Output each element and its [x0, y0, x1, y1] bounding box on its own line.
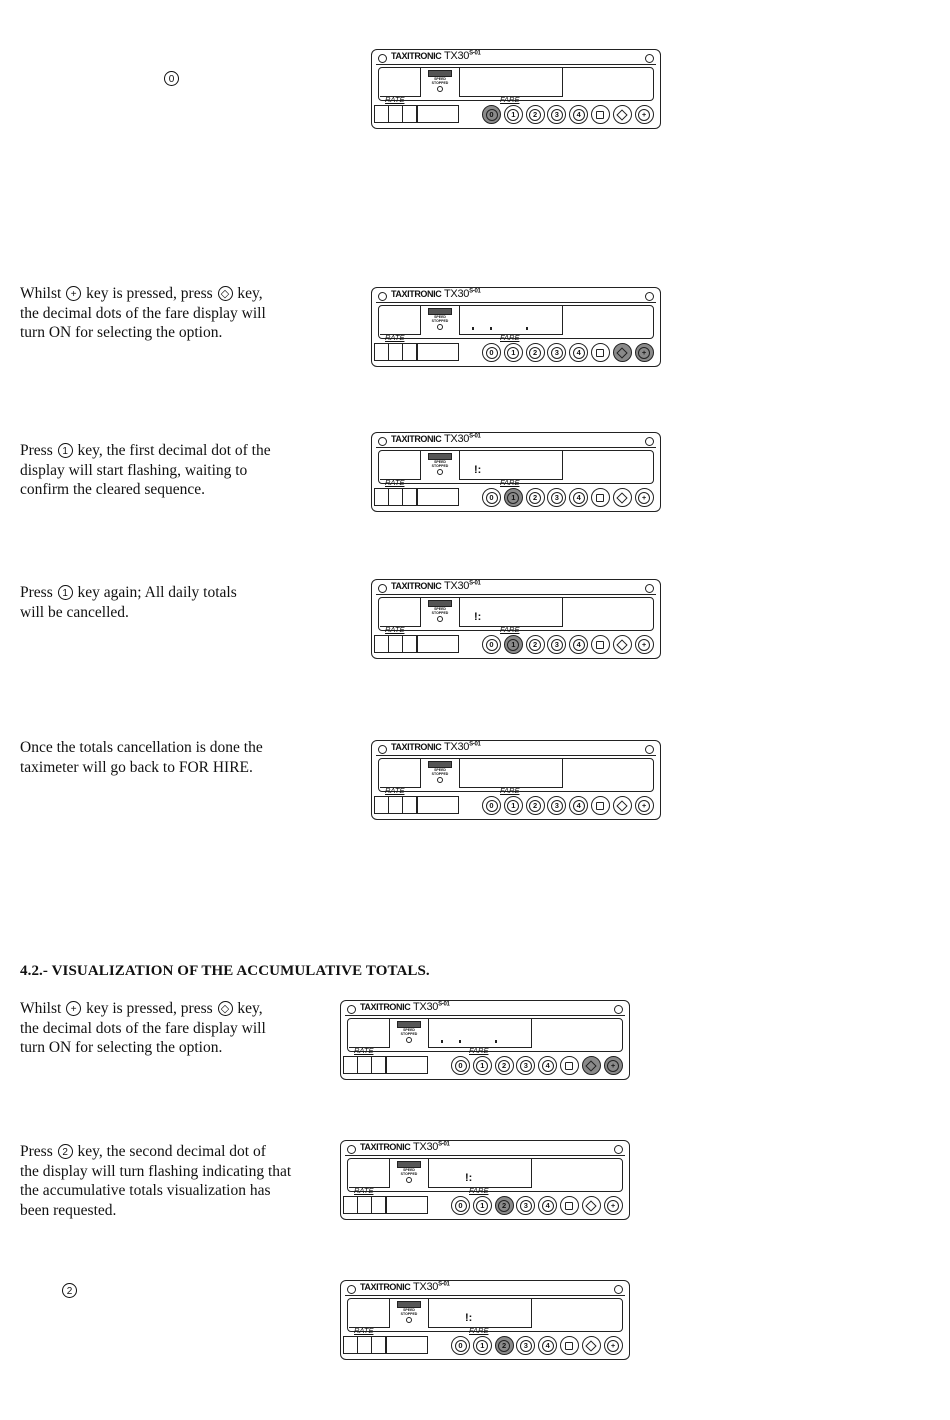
four-key-button[interactable] [569, 488, 588, 507]
zero-key-icon: 0 [486, 800, 498, 812]
diamond-key-icon [617, 800, 628, 811]
three-key-button[interactable] [547, 105, 566, 124]
taximeter-6 [340, 1140, 630, 1220]
screw-hole-icon [378, 292, 387, 301]
brand-label: TAXITRONIC [391, 289, 442, 299]
clock-icon [437, 324, 443, 330]
taximeter-4 [371, 740, 661, 820]
plus-key-button[interactable] [635, 635, 654, 654]
step-first-dot: Press 1 key, the first decimal dot of the display will start flashing, waiting to confirm the cleared sequence. [20, 442, 271, 498]
zero-key-button[interactable] [451, 1056, 470, 1075]
display-panel [347, 1158, 623, 1195]
one-key-button[interactable] [473, 1336, 492, 1355]
status-indicator: SPEED STOPPED [427, 308, 453, 330]
one-key-icon: 1 [507, 800, 519, 812]
diamond-key-button[interactable] [613, 343, 632, 362]
section-heading: 4.2.- VISUALIZATION OF THE ACCUMULATIVE TOTALS. [20, 963, 430, 979]
one-key-icon: 1 [58, 585, 73, 600]
status-indicator: SPEED STOPPED [396, 1301, 422, 1323]
decimal-dot [526, 327, 528, 330]
plus-key-button[interactable] [604, 1336, 623, 1355]
one-key-button[interactable] [504, 635, 523, 654]
fare-display [428, 1159, 532, 1188]
square-key-button[interactable] [591, 488, 610, 507]
fare-display [459, 68, 563, 97]
step-select-option: Whilst + key is pressed, press ◇ key, the decimal dots of the fare display will turn ON for selecting the option. [20, 285, 266, 341]
extra-display-group [374, 343, 459, 361]
two-key-icon: 2 [62, 1283, 77, 1298]
step-select-option-2: Whilst + key is pressed, press ◇ key, the decimal dots of the fare display will turn ON for selecting the option. [20, 1000, 266, 1056]
two-key-button[interactable] [526, 105, 545, 124]
clock-icon [437, 777, 443, 783]
zero-key-icon: 0 [164, 71, 179, 86]
one-key-icon: 1 [507, 109, 519, 121]
two-key-icon: 2 [498, 1060, 510, 1072]
square-key-button[interactable] [591, 105, 610, 124]
taximeter-3 [371, 579, 661, 659]
flashing-dot: !: [465, 1172, 473, 1184]
screw-hole-icon [378, 437, 387, 446]
brand-label: TAXITRONIC [391, 742, 442, 752]
one-key-icon: 1 [476, 1060, 488, 1072]
zero-key-button[interactable] [482, 105, 501, 124]
clock-icon [406, 1037, 412, 1043]
three-key-icon: 3 [520, 1200, 532, 1212]
screw-hole-icon [378, 54, 387, 63]
square-key-button[interactable] [560, 1056, 579, 1075]
two-key-icon: 2 [529, 492, 541, 504]
one-key-button[interactable] [504, 488, 523, 507]
one-key-icon: 1 [476, 1340, 488, 1352]
taximeter-2 [371, 432, 661, 512]
status-indicator: SPEED STOPPED [396, 1021, 422, 1043]
rate-display [349, 1159, 390, 1188]
brand-label: TAXITRONIC [391, 51, 442, 61]
square-key-icon [596, 641, 604, 649]
diamond-key-icon [586, 1060, 597, 1071]
rate-display [349, 1019, 390, 1048]
rate-label: RATE [385, 478, 405, 487]
zero-key-icon: 0 [486, 347, 498, 359]
fare-label: FARE [500, 786, 520, 795]
status-indicator: SPEED STOPPED [427, 761, 453, 783]
three-key-button[interactable] [516, 1196, 535, 1215]
rate-display [349, 1299, 390, 1328]
two-key-icon: 2 [529, 347, 541, 359]
two-key-button[interactable] [526, 635, 545, 654]
four-key-icon: 4 [542, 1340, 554, 1352]
square-key-button[interactable] [591, 343, 610, 362]
model-label: $TX30^{S-01}$ [413, 1001, 450, 1013]
for-hire-lamp [397, 1301, 421, 1308]
fare-display [459, 451, 563, 480]
keypad [482, 635, 656, 654]
rate-display [380, 598, 421, 627]
status-indicator: SPEED STOPPED [427, 70, 453, 92]
plus-key-icon: + [66, 286, 81, 301]
keypad [482, 105, 656, 124]
plus-key-icon: + [638, 492, 650, 504]
fare-label: FARE [500, 333, 520, 342]
screw-hole-icon [645, 54, 654, 63]
two-key-icon: 2 [529, 109, 541, 121]
plus-key-icon: + [638, 639, 650, 651]
two-key-icon: 2 [58, 1144, 73, 1159]
square-key-button[interactable] [591, 796, 610, 815]
three-key-icon: 3 [551, 347, 563, 359]
display-panel [378, 597, 654, 634]
square-key-icon [596, 111, 604, 119]
diamond-key-icon [617, 109, 628, 120]
model-label: $TX30^{S-01}$ [444, 580, 481, 592]
diamond-key-icon: ◇ [218, 286, 233, 301]
zero-key-icon: 0 [455, 1060, 467, 1072]
diamond-key-icon [617, 492, 628, 503]
one-key-icon: 1 [58, 443, 73, 458]
for-hire-lamp [397, 1161, 421, 1168]
four-key-icon: 4 [542, 1060, 554, 1072]
extra-display-group [343, 1336, 428, 1354]
three-key-button[interactable] [547, 635, 566, 654]
two-key-button[interactable] [495, 1196, 514, 1215]
rate-label: RATE [385, 786, 405, 795]
brand-label: TAXITRONIC [391, 434, 442, 444]
square-key-icon [596, 494, 604, 502]
taximeter-1 [371, 287, 661, 367]
rate-label: RATE [354, 1326, 374, 1335]
extra-display-group [343, 1056, 428, 1074]
model-label: $TX30^{S-01}$ [444, 288, 481, 300]
keypad [451, 1336, 625, 1355]
screw-hole-icon [347, 1005, 356, 1014]
two-key-icon: 2 [498, 1340, 510, 1352]
diamond-key-button[interactable] [613, 488, 632, 507]
status-indicator: SPEED STOPPED [427, 453, 453, 475]
three-key-button[interactable] [516, 1336, 535, 1355]
one-key-icon: 1 [476, 1200, 488, 1212]
keypad [482, 488, 656, 507]
three-key-icon: 3 [520, 1060, 532, 1072]
keypad [451, 1056, 625, 1075]
for-hire-lamp [428, 453, 452, 460]
one-key-button[interactable] [473, 1056, 492, 1075]
four-key-button[interactable] [569, 635, 588, 654]
fare-label: FARE [500, 478, 520, 487]
screw-hole-icon [614, 1145, 623, 1154]
four-key-icon: 4 [573, 109, 585, 121]
plus-key-icon: + [607, 1340, 619, 1352]
status-indicator: SPEED STOPPED [427, 600, 453, 622]
plus-key-button[interactable] [604, 1196, 623, 1215]
fare-display [428, 1019, 532, 1048]
two-key-icon: 2 [498, 1200, 510, 1212]
rate-display [380, 68, 421, 97]
brand-label: TAXITRONIC [391, 581, 442, 591]
three-key-button[interactable] [516, 1056, 535, 1075]
plus-key-button[interactable] [635, 488, 654, 507]
zero-key-button[interactable] [482, 635, 501, 654]
plus-key-icon: + [638, 109, 650, 121]
rate-label: RATE [385, 625, 405, 634]
screw-hole-icon [347, 1145, 356, 1154]
taximeter-5 [340, 1000, 630, 1080]
clock-icon [406, 1317, 412, 1323]
model-label: $TX30^{S-01}$ [413, 1141, 450, 1153]
two-key-button[interactable] [526, 488, 545, 507]
one-key-icon: 1 [507, 639, 519, 651]
keypad [451, 1196, 625, 1215]
flashing-dot: !: [474, 611, 482, 623]
display-panel [378, 305, 654, 342]
screw-hole-icon [645, 292, 654, 301]
four-key-button[interactable] [569, 343, 588, 362]
zero-key-button[interactable] [482, 488, 501, 507]
extra-display-group [374, 796, 459, 814]
key-two-glyph [61, 1282, 78, 1300]
display-panel [378, 67, 654, 104]
four-key-icon: 4 [542, 1200, 554, 1212]
square-key-button[interactable] [560, 1196, 579, 1215]
rate-label: RATE [354, 1186, 374, 1195]
one-key-button[interactable] [504, 796, 523, 815]
rate-display [380, 759, 421, 788]
square-key-icon [565, 1342, 573, 1350]
four-key-icon: 4 [573, 639, 585, 651]
zero-key-button[interactable] [451, 1196, 470, 1215]
brand-label: TAXITRONIC [360, 1142, 411, 1152]
extra-display-group [374, 105, 459, 123]
clock-icon [437, 616, 443, 622]
screw-hole-icon [614, 1285, 623, 1294]
brand-label: TAXITRONIC [360, 1002, 411, 1012]
status-indicator: SPEED STOPPED [396, 1161, 422, 1183]
plus-key-button[interactable] [604, 1056, 623, 1075]
square-key-icon [596, 802, 604, 810]
clock-icon [437, 469, 443, 475]
decimal-dot [495, 1040, 497, 1043]
taximeter-7 [340, 1280, 630, 1360]
square-key-button[interactable] [591, 635, 610, 654]
model-label: $TX30^{S-01}$ [444, 433, 481, 445]
diamond-key-icon [586, 1200, 597, 1211]
three-key-icon: 3 [551, 109, 563, 121]
zero-key-icon: 0 [486, 492, 498, 504]
diamond-key-button[interactable] [582, 1336, 601, 1355]
screw-hole-icon [347, 1285, 356, 1294]
fare-display [428, 1299, 532, 1328]
square-key-button[interactable] [560, 1336, 579, 1355]
display-panel [378, 450, 654, 487]
one-key-button[interactable] [504, 105, 523, 124]
fare-display [459, 759, 563, 788]
fare-display [459, 306, 563, 335]
decimal-dot [490, 327, 492, 330]
zero-key-button[interactable] [451, 1336, 470, 1355]
zero-key-icon: 0 [486, 639, 498, 651]
fare-label: FARE [469, 1326, 489, 1335]
display-panel [347, 1018, 623, 1055]
for-hire-lamp [428, 308, 452, 315]
plus-key-icon: + [638, 347, 650, 359]
four-key-button[interactable] [538, 1336, 557, 1355]
zero-key-button[interactable] [482, 796, 501, 815]
square-key-icon [565, 1202, 573, 1210]
plus-key-icon: + [66, 1001, 81, 1016]
four-key-button[interactable] [569, 105, 588, 124]
three-key-icon: 3 [551, 800, 563, 812]
screw-hole-icon [645, 437, 654, 446]
one-key-icon: 1 [507, 492, 519, 504]
three-key-button[interactable] [547, 796, 566, 815]
two-key-icon: 2 [529, 800, 541, 812]
step-second-dot: Press 2 key, the second decimal dot of the display will turn flashing indicating that the accumulative totals visualization has been requested. [20, 1143, 292, 1219]
rate-label: RATE [385, 95, 405, 104]
square-key-icon [596, 349, 604, 357]
three-key-button[interactable] [547, 488, 566, 507]
fare-label: FARE [469, 1186, 489, 1195]
four-key-icon: 4 [573, 800, 585, 812]
two-key-button[interactable] [495, 1336, 514, 1355]
rate-label: RATE [354, 1046, 374, 1055]
zero-key-button[interactable] [482, 343, 501, 362]
taximeter-0 [371, 49, 661, 129]
diamond-key-icon [617, 347, 628, 358]
four-key-icon: 4 [573, 347, 585, 359]
plus-key-icon: + [638, 800, 650, 812]
diamond-key-button[interactable] [613, 796, 632, 815]
diamond-key-icon [617, 639, 628, 650]
plus-key-icon: + [607, 1200, 619, 1212]
four-key-button[interactable] [569, 796, 588, 815]
screw-hole-icon [378, 584, 387, 593]
one-key-icon: 1 [507, 347, 519, 359]
two-key-icon: 2 [529, 639, 541, 651]
two-key-button[interactable] [495, 1056, 514, 1075]
diamond-key-button[interactable] [582, 1056, 601, 1075]
plus-key-icon: + [607, 1060, 619, 1072]
flashing-dot: !: [465, 1312, 473, 1324]
three-key-icon: 3 [551, 639, 563, 651]
clock-icon [437, 86, 443, 92]
extra-display-group [374, 488, 459, 506]
rate-label: RATE [385, 333, 405, 342]
plus-key-button[interactable] [635, 105, 654, 124]
model-label: $TX30^{S-01}$ [444, 741, 481, 753]
plus-key-button[interactable] [635, 343, 654, 362]
decimal-dot [472, 327, 474, 330]
for-hire-lamp [397, 1021, 421, 1028]
brand-label: TAXITRONIC [360, 1282, 411, 1292]
one-key-button[interactable] [473, 1196, 492, 1215]
screw-hole-icon [614, 1005, 623, 1014]
extra-display-group [343, 1196, 428, 1214]
keypad [482, 343, 656, 362]
diamond-key-icon: ◇ [218, 1001, 233, 1016]
one-key-button[interactable] [504, 343, 523, 362]
decimal-dot [441, 1040, 443, 1043]
three-key-button[interactable] [547, 343, 566, 362]
for-hire-lamp [428, 761, 452, 768]
rate-display [380, 451, 421, 480]
three-key-icon: 3 [520, 1340, 532, 1352]
diamond-key-button[interactable] [613, 105, 632, 124]
two-key-button[interactable] [526, 343, 545, 362]
two-key-button[interactable] [526, 796, 545, 815]
rate-display [380, 306, 421, 335]
screw-hole-icon [645, 745, 654, 754]
diamond-key-button[interactable] [613, 635, 632, 654]
fare-label: FARE [500, 95, 520, 104]
zero-key-icon: 0 [486, 109, 498, 121]
flashing-dot: !: [474, 464, 482, 476]
model-label: $TX30^{S-01}$ [444, 50, 481, 62]
model-label: $TX30^{S-01}$ [413, 1281, 450, 1293]
key-zero-glyph [163, 70, 180, 88]
decimal-dot [459, 1040, 461, 1043]
fare-label: FARE [469, 1046, 489, 1055]
plus-key-button[interactable] [635, 796, 654, 815]
four-key-icon: 4 [573, 492, 585, 504]
display-panel [347, 1298, 623, 1335]
step-back-for-hire: Once the totals cancellation is done the taximeter will go back to FOR HIRE. [20, 739, 263, 776]
screw-hole-icon [645, 584, 654, 593]
zero-key-icon: 0 [455, 1340, 467, 1352]
fare-label: FARE [500, 625, 520, 634]
diamond-key-icon [586, 1340, 597, 1351]
extra-display-group [374, 635, 459, 653]
fare-display [459, 598, 563, 627]
keypad [482, 796, 656, 815]
for-hire-lamp [428, 600, 452, 607]
screw-hole-icon [378, 745, 387, 754]
for-hire-lamp [428, 70, 452, 77]
square-key-icon [565, 1062, 573, 1070]
four-key-button[interactable] [538, 1196, 557, 1215]
four-key-button[interactable] [538, 1056, 557, 1075]
clock-icon [406, 1177, 412, 1183]
display-panel [378, 758, 654, 795]
three-key-icon: 3 [551, 492, 563, 504]
step-cancel-totals: Press 1 key again; All daily totals will be cancelled. [20, 584, 237, 621]
diamond-key-button[interactable] [582, 1196, 601, 1215]
zero-key-icon: 0 [455, 1200, 467, 1212]
